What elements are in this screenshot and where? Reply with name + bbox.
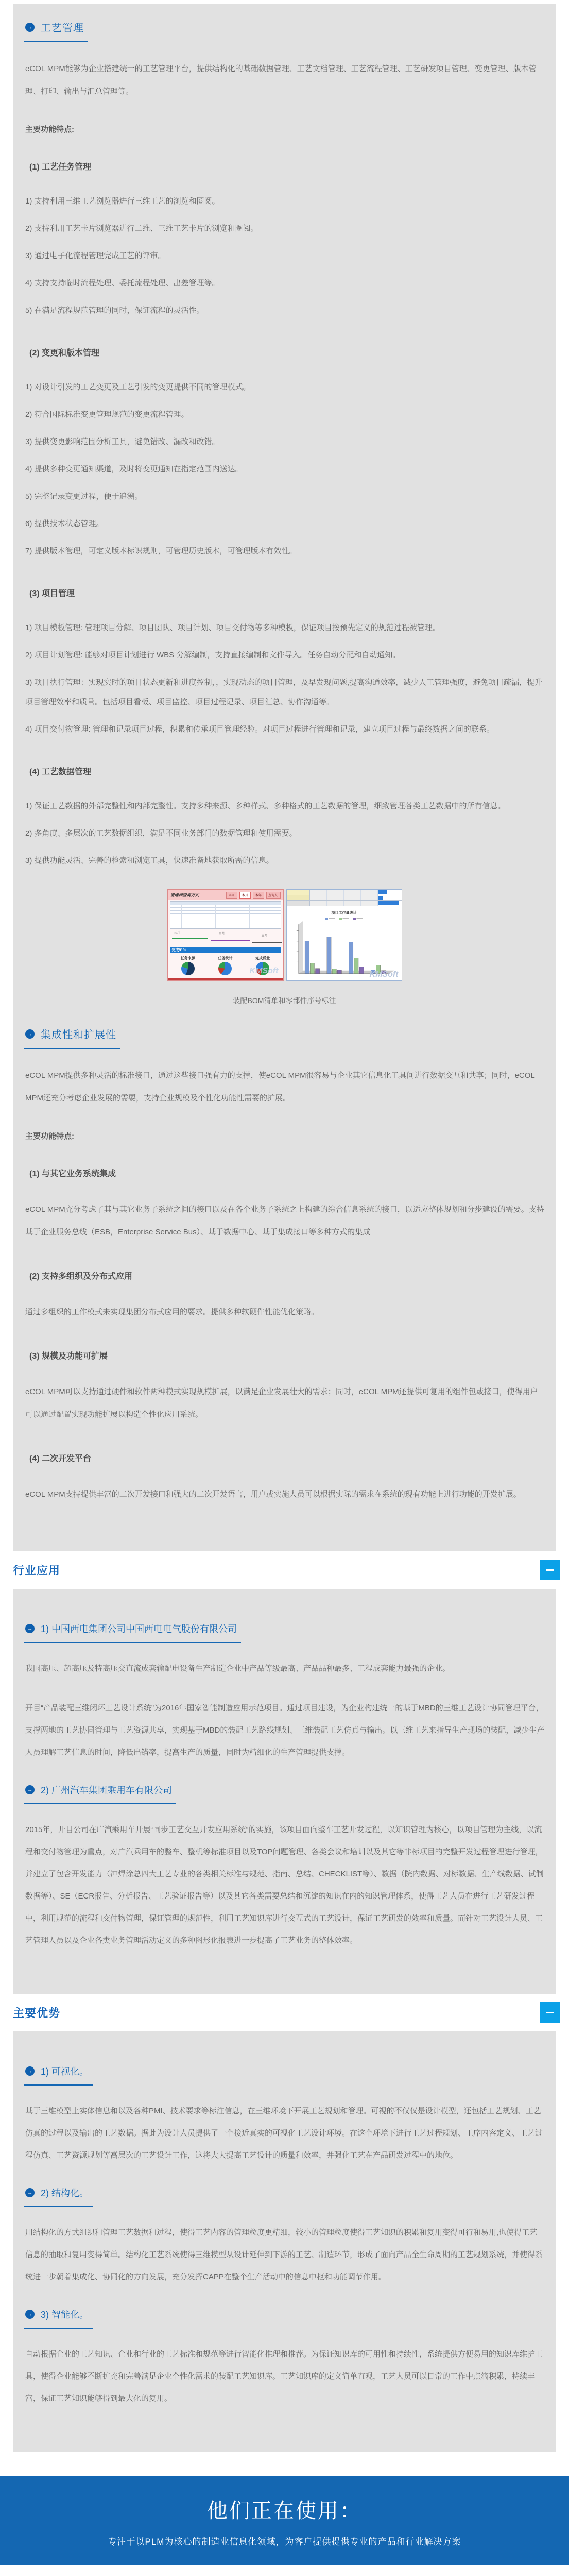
timeline-chart bbox=[170, 930, 281, 947]
advantage-title: 3) 智能化。 bbox=[41, 2310, 89, 2320]
intro-paragraph: eCOL MPM能够为企业搭建统一的工艺管理平台，提供结构化的基础数据管理、工艺文档管理、工艺流程管理、工艺研发项目管理、变更管理、版本管理、打印、输出与汇总管理等。 bbox=[25, 64, 537, 96]
pie-label: 完成质量 bbox=[255, 957, 270, 960]
report-chart-panel bbox=[286, 889, 402, 981]
feature-item: 4) 项目交付物管理: 管理和记录项目过程，积累和传承项目管理经验。对项目过程进行管理和记录，建立项目过程与最终数据之间的联系。 bbox=[25, 725, 494, 734]
bar-chart-svg bbox=[287, 920, 402, 978]
industry-band-title: 行业应用 bbox=[13, 1564, 61, 1577]
progress-bar-cell bbox=[378, 901, 402, 906]
arrow-circle-icon: → bbox=[25, 1624, 35, 1633]
task-table bbox=[170, 901, 281, 929]
advantage-paragraph: 基于三维模型上实体信息和以及各种PMI、技术要求等标注信息，在三维环境下开展工艺规划和管理。可视的不仅仅是设计模型，还包括工艺规划、工艺仿真的过程以及输出的工艺数据。据此为设计人员提供了一个接近真实的可视化工艺设计环境。在这个环境下进行工艺过程规划、工序内容定义、工艺过程仿真、工艺资源规划等高层次的工艺设计工作，这将大大提高工艺设计的质量和效率，并强化工艺在产品研发过程中的地位。 bbox=[25, 2107, 543, 2160]
bar-chart-title: 项目工作量统计 bbox=[331, 911, 357, 916]
section-title: 工艺管理 bbox=[41, 23, 84, 34]
query-person-filter: 查询人: bbox=[266, 892, 281, 899]
arrow-circle-icon: → bbox=[25, 23, 35, 32]
feature-item: 2) 项目计划管理: 能够对项目计划进行 WBS 分解编制，支持直接编制和文件导入。任务自动分配和自动通知。 bbox=[25, 651, 401, 659]
legend-item: —— bbox=[339, 917, 349, 920]
arrow-circle-icon: → bbox=[25, 1785, 35, 1794]
arrow-circle-icon: → bbox=[25, 2066, 35, 2076]
arrow-circle-icon: → bbox=[25, 2310, 35, 2319]
pie-label: 任务来源 bbox=[180, 957, 195, 960]
query-form-panel bbox=[167, 889, 284, 981]
feature-item: 2) 多角度、多层次的工艺数据组织，满足不同业务部门的数据管理和使用需要。 bbox=[25, 829, 297, 838]
timeline-label: 三月 bbox=[174, 931, 180, 935]
feature-item: 5) 完整记录变更过程，便于追溯。 bbox=[25, 492, 143, 501]
feature-item: 1) 项目模板管理: 管理项目分解、项目团队、项目计划、项目交付物等多种模板，保证项目按预先定义的规范过程被管理。 bbox=[25, 623, 440, 632]
section-heading-process-management bbox=[24, 18, 88, 42]
advantage-heading bbox=[24, 2062, 93, 2086]
feature-group-title: (2) 变更和版本管理 bbox=[29, 349, 100, 358]
advantage-structured bbox=[24, 2184, 545, 2288]
case-paragraph: 开目“产品装配三维闭环工艺设计系统”为2016年国家智能制造应用示范项目。通过项目建设，为企业构建统一的基于MBD的三维工艺设计协同管理平台，支撑两地的工艺协同管理与工艺资源共享，实现基于MBD的装配工艺路线规划、三维装配工艺仿真与输出。以三维工艺来指导生产现场的装配，减少生产人员理解工艺信息的时间，降低出错率，提高生产的质量，同时为精细化的生产管理提供支撑。 bbox=[25, 1704, 545, 1757]
section-heading-integration bbox=[24, 1024, 120, 1049]
advantages-band-title: 主要优势 bbox=[13, 2007, 61, 2020]
feature-group-title: (3) 项目管理 bbox=[29, 589, 75, 598]
pie-chart bbox=[218, 962, 232, 975]
pie-chart bbox=[181, 962, 195, 975]
feature-paragraph: eCOL MPM充分考虑了其与其它业务子系统之间的接口以及在各个业务子系统之上构建的综合信息系统的接口，以适应整体规划和分步建设的需要。支持基于企业服务总线（ESB，Enterprise Service Bus）、基于数据中心、基于集成接口等多种方式的集成 bbox=[25, 1205, 544, 1236]
timeline-bar-gray bbox=[252, 942, 282, 943]
advantage-paragraph: 用结构化的方式组织和管理工艺数据和过程，使得工艺内容的管理粒度更精细，较小的管理粒度使得工艺知识的积累和复用变得可行和易用,也使得工艺信息的抽取和复用变得简单。结构化工艺系统使得三维模型从设计延伸到下游的工艺、制造环节，形成了面向产品全生命周期的工艺规划系统，并使得系统进一步朝着集成化、协同化的方向发展，充分发挥CAPP在整个生产活动中的信息中枢和功能调节作用。 bbox=[25, 2228, 543, 2281]
advantage-visualization bbox=[24, 2062, 545, 2166]
feature-item: 3) 提供变更影响范围分析工具，避免错改、漏改和改错。 bbox=[25, 437, 220, 446]
pie-label: 任务统计 bbox=[218, 957, 233, 960]
feature-item: 1) 保证工艺数据的外部完整性和内部完整性。支持多种来源、多种样式、多种格式的工艺数据的管理，细致管理各类工艺数据中的所有信息。 bbox=[25, 802, 506, 810]
arrow-circle-icon: → bbox=[25, 2188, 35, 2197]
feature-item: 3) 项目执行管理：实现实时的项目状态更新和进度控制，，实现动态的项目管理，及早发现问题,提高沟通效率，减少人工管理强度，避免项目疏漏，提升项目管理效率和质量。包括项目看板、项目监控、项目过程记录、项目汇总、协作沟通等。 bbox=[25, 678, 543, 706]
feature-paragraph: eCOL MPM支持提供丰富的二次开发接口和强大的二次开发语言，用户或实施人员可以根据实际的需求在系统的现有功能上进行功能的开发扩展。 bbox=[25, 1490, 521, 1499]
feature-item: 3) 通过电子化流程管理完成工艺的评审。 bbox=[25, 251, 166, 260]
case-title: 1) 中国西电集团公司中国西电电气股份有限公司 bbox=[41, 1624, 237, 1634]
row-label-cell bbox=[287, 895, 310, 901]
feature-group-title: (4) 二次开发平台 bbox=[29, 1454, 92, 1463]
advantages-panel bbox=[13, 2031, 556, 2452]
timeline-bar-purple bbox=[211, 940, 250, 941]
pie-task-stats bbox=[218, 956, 232, 975]
kmsoft-watermark: KMSoft bbox=[249, 967, 279, 975]
product-screenshot-figure bbox=[167, 889, 402, 981]
industry-collapse-button[interactable] bbox=[540, 1560, 560, 1580]
pie-task-source bbox=[181, 956, 195, 975]
advantage-intelligent bbox=[24, 2306, 545, 2410]
feature-paragraph: 通过多组织的工作模式来实现集团分布式应用的要求。提供多种软硬件性能优化策略。 bbox=[25, 1308, 319, 1316]
case-title: 2) 广州汽车集团乘用车有限公司 bbox=[41, 1785, 173, 1795]
advantage-title: 1) 可视化。 bbox=[41, 2066, 89, 2077]
feature-item: 2) 符合国际标准变更管理规范的变更流程管理。 bbox=[25, 410, 189, 419]
feature-item: 1) 支持利用三维工艺浏览器进行三维工艺的浏览和圈阅。 bbox=[25, 197, 220, 206]
minus-icon bbox=[546, 1569, 554, 1571]
timeline-label: 四月 bbox=[218, 933, 225, 936]
summary-table-row bbox=[287, 895, 402, 901]
feature-item: 4) 支持支持临时流程处理、委托流程处理、出差管理等。 bbox=[25, 279, 220, 287]
case-paragraph: 2015年，开目公司在广汽乘用车开展“同步工艺交互开发应用系统”的实施，该项目面向整车工艺开发过程，以知识管理为核心，以项目管理为主线，以流程和交付物管理为重点，对广汽乘用车的整车、整机等标准项目以及TOP问题管理、各类会议和培训以及其它等非标项目的完整开发过程管理进行管理，并建立了包含开发能力（冲焊涂总四大工艺专业的各类相关标准与规范、指南、总结、CHECKLIST等）、数据（院内数据、对标数据、生产线数据、试制数据等）、SE（ECR报告、分析报告、工艺验证报告等）以及其它各类需要总结和沉淀的知识在内的知识管理体系，使得工艺人员在进行工艺研发过程中，利用规范的流程和交付物管理，保证管理的规范性，利用工艺知识库进行交互式的工艺设计，保证工艺研发的效率和质量。而针对工艺设计人员、工艺管理人员以及企业各类业务管理活动定义的多种图形化报表进一步提高了工艺业务的整体效率。 bbox=[25, 1825, 544, 1945]
advantage-heading bbox=[24, 2306, 93, 2329]
industry-section-header bbox=[0, 1551, 569, 1589]
minus-icon bbox=[546, 2012, 554, 2013]
advantages-section-header bbox=[0, 1994, 569, 2031]
banner-title: 他们正在使用： bbox=[207, 2499, 362, 2522]
query-form-header bbox=[168, 890, 283, 900]
timeline-label: 五月 bbox=[261, 935, 268, 938]
figure-caption: 装配BOM清单和零部件序号标注 bbox=[233, 996, 336, 1005]
case-study-xidian bbox=[24, 1620, 545, 1764]
legend-item: —— bbox=[325, 917, 335, 920]
industry-panel bbox=[13, 1589, 556, 1994]
feature-item: 7) 提供版本管理，可定义版本标识规则，可管理历史版本，可管理版本有效性。 bbox=[25, 547, 297, 555]
query-form-title: 请选择查询方式 bbox=[170, 893, 199, 897]
feature-item: 6) 提供技术状态管理。 bbox=[25, 519, 104, 528]
features-label: 主要功能特点: bbox=[25, 1132, 74, 1141]
section-title: 集成性和扩展性 bbox=[41, 1029, 116, 1041]
feature-item: 1) 对设计引发的工艺变更及工艺引发的变更提供不同的管理模式。 bbox=[25, 383, 251, 392]
customers-banner bbox=[0, 2476, 569, 2565]
feature-group-title: (2) 支持多组织及分布式应用 bbox=[29, 1272, 133, 1281]
feature-group-title: (4) 工艺数据管理 bbox=[29, 768, 92, 776]
year-button: 本年 bbox=[253, 892, 264, 899]
intro-paragraph: eCOL MPM提供多种灵活的标准接口，通过这些接口强有力的支撑，使eCOL MPM很容易与企业其它信息化工具间进行数据交互和共享；同时，eCOL MPM还充分考虑企业发展的需要，支持企业规模及个性化功能性需要的扩展。 bbox=[25, 1071, 535, 1103]
feature-item: 4) 提供多种变更通知渠道，及时将变更通知在指定范围内送达。 bbox=[25, 465, 243, 473]
kmsoft-watermark: KMSoft bbox=[369, 970, 399, 979]
feature-paragraph: eCOL MPM可以支持通过硬件和软件两种模式实现规模扩展，以满足企业发展壮大的需求；同时，eCOL MPM还提供可复用的组件包或接口，使得用户可以通过配置实现功能扩展以构造个性化应用系统。 bbox=[25, 1387, 538, 1419]
bar-chart-area bbox=[287, 920, 402, 980]
features-label: 主要功能特点: bbox=[25, 125, 74, 134]
advantage-heading bbox=[24, 2184, 93, 2207]
case-heading bbox=[24, 1781, 176, 1804]
row-label-cell bbox=[287, 901, 310, 906]
feature-group-title: (1) 与其它业务系统集成 bbox=[29, 1170, 116, 1178]
row-label-cell bbox=[287, 890, 310, 895]
arrow-circle-icon: → bbox=[25, 1029, 35, 1039]
product-features-panel bbox=[13, 4, 556, 1551]
advantage-paragraph: 自动根据企业的工艺知识、企业和行业的工艺标准和规范等进行智能化推理和推荐。为保证知识库的可用性和持续性，系统提供方便易用的知识库维护工具，使得企业能够不断扩充和完善满足企业个性化需求的装配工艺知识库。工艺知识库的定义简单直观，工艺人员可以日常的工作中点滴积累，持续丰富，保证工艺知识能够得到最大化的复用。 bbox=[25, 2350, 543, 2403]
month-button: 本月 bbox=[239, 892, 251, 899]
case-paragraph: 我国高压、超高压及特高压交直流成套输配电设备生产制造企业中产品等级最高、产品品种最多、工程成套能力最强的企业。 bbox=[25, 1664, 451, 1673]
feature-group-title: (1) 工艺任务管理 bbox=[29, 163, 92, 172]
feature-group-title: (3) 规模及功能可扩展 bbox=[29, 1352, 108, 1361]
banner-subtitle: 专注于以PLM为核心的制造业信息化领域，为客户提供提供专业的产品和行业解决方案 bbox=[108, 2536, 461, 2547]
timeline-bar-green bbox=[172, 938, 208, 939]
progress-bar-cell bbox=[378, 895, 402, 901]
advantage-title: 2) 结构化。 bbox=[41, 2188, 89, 2198]
completion-status-bar: 完成91% bbox=[170, 947, 281, 953]
summary-table-row bbox=[287, 901, 402, 906]
feature-item: 3) 提供功能灵活、完善的检索和浏览工具，快速准备地获取所需的信息。 bbox=[25, 856, 274, 865]
feature-item: 2) 支持利用工艺卡片浏览器进行二维、三维工艺卡片的浏览和圈阅。 bbox=[25, 224, 258, 233]
case-study-gac bbox=[24, 1781, 545, 1952]
legend-item: —— bbox=[353, 917, 363, 920]
case-heading bbox=[24, 1620, 241, 1643]
progress-bar-cell bbox=[378, 890, 402, 895]
feature-item: 5) 在满足流程规范管理的同时，保证流程的灵活性。 bbox=[25, 306, 204, 315]
summary-table-row bbox=[287, 890, 402, 895]
week-button: 本周 bbox=[226, 892, 237, 899]
advantages-collapse-button[interactable] bbox=[540, 2002, 560, 2023]
